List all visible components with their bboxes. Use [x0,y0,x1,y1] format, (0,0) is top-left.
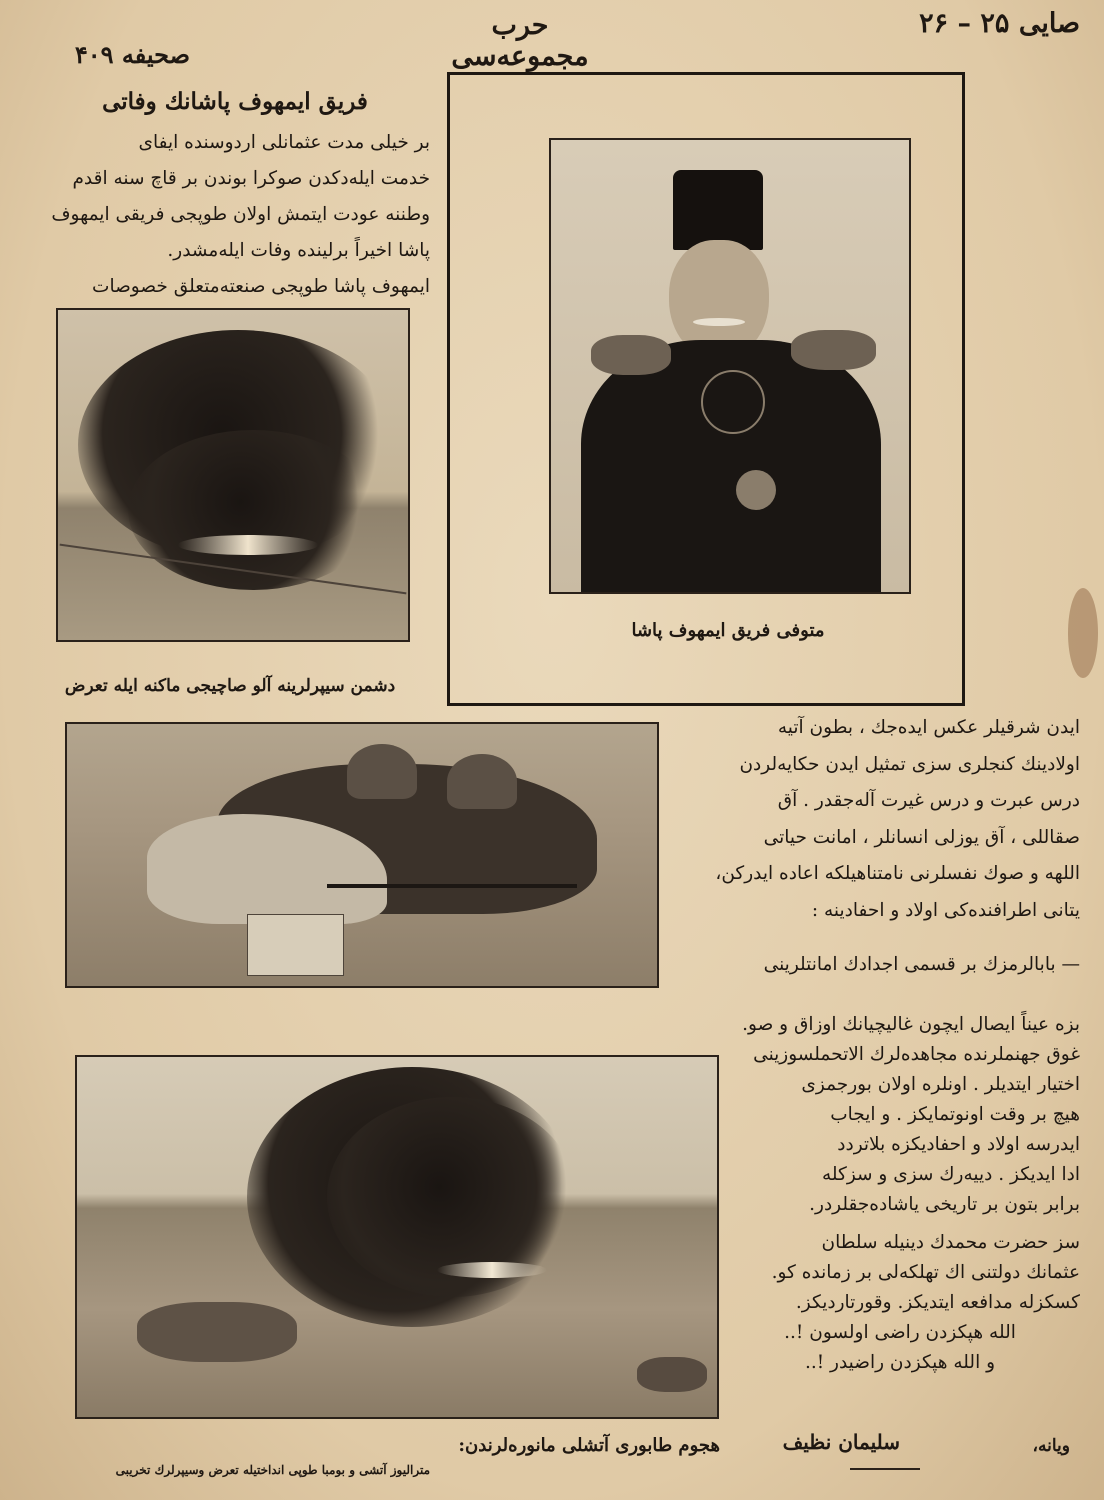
continuation-line: صقاللی ، آق یوزلی انسانلر ، امانت حیاتی [763,826,1080,848]
continuation-line: عثمانك دولتنی اك تهلكه‌لی بر زمانده كو. [771,1262,1080,1283]
continuation-body-bottom [720,1010,1080,1378]
flamethrower-caption: دشمن سیپرلرینه آلو صاچیجی ماکنه ایله تعرض [64,676,396,696]
article-body [40,125,430,305]
page-number: صحیفه ۴۰۹ [74,40,190,69]
portrait-photo [549,138,911,594]
continuation-line: اللهه و صوك نفسلرنی نامتناهیلكه اعاده ایدركن، [715,863,1080,884]
bottom-caption-main: هجوم طابوری آتشلی مانوره‌لرندن: [458,1435,720,1456]
continuation-line: اولادینك كنجلری سزی تمثیل ایدن حكایه‌لردن [739,753,1080,775]
continuation-body-top [660,710,1080,984]
continuation-line: غوق جهنملرنده مجاهده‌لرك الاتحملسوزینی [753,1044,1080,1065]
continuation-line: و الله هپكزدن راضیدر !.. [804,1352,996,1373]
signature-name: سلیمان نظیف [782,1430,900,1454]
continuation-line: درس عبرت و درس غیرت آله‌جقدر . آق [777,790,1080,811]
machine-gun-photo [65,722,659,988]
issue-number: صایی ۲۵ – ۲۶ [919,8,1080,39]
continuation-line: برابر بتون بر تاریخی یاشاده‌جقلردر. [809,1194,1080,1215]
continuation-line: الله هپكزدن راضی اولسون !.. [784,1322,1016,1343]
continuation-line: سز حضرت محمدك دینیله سلطان [821,1232,1080,1253]
continuation-line: بزه عیناً ایصال ایچون غالیچیانك اوزاق و صو. [742,1014,1080,1035]
continuation-line: یتانی اطرافنده‌كی اولاد و احفادینه : [811,899,1080,921]
fez-shape [673,170,763,250]
article-line: پاشا اخیراً برلینده وفات ایله‌مشدر. [167,240,430,261]
bottom-caption-sub: مترالیوز آتشی و بومبا طوپی انداختیله تعرض وسیپرلرك تخریبی [115,1463,430,1477]
continuation-line: ادا ایدیكز . دییه‌رك سزی و سزكله [821,1164,1080,1185]
continuation-line: ایدرسه اولاد و احفادیكزه بلاتردد [837,1134,1080,1155]
article-title: فریق ایمهوف پاشانك وفاتی [102,88,368,115]
signature-flourish [850,1468,920,1470]
smoke-field-photo [75,1055,719,1419]
continuation-line: اختیار ایتدیلر . اونلره اولان بورجمزی [801,1074,1080,1095]
paper-stain [1068,588,1098,678]
article-line: ایمهوف پاشا طوپجی صنعته‌متعلق خصوصات [92,276,430,297]
article-line: خدمت ایله‌دكدن صوكرا بوندن بر قاچ سنه اقدم [72,168,430,189]
magazine-title: حرب مجموعه‌سی [451,10,589,72]
flamethrower-photo [56,308,410,642]
article-line: بر خیلی مدت عثمانلی اردوسنده ایفای [138,132,430,153]
signature-city: ویانه، [1032,1436,1070,1456]
portrait-caption: متوفی فریق ایمهوف پاشا [631,620,825,641]
continuation-line: هیچ بر وقت اونوتمایكز . و ایجاب [830,1104,1080,1125]
continuation-line: كسكزله مدافعه ایتدیكز. وقورتاردیكز. [795,1292,1080,1313]
continuation-line: ایدن شرقیلر عكس ایده‌جك ، بطون آتیه [777,717,1080,738]
article-line: وطننه عودت ایتمش اولان طوپجی فریقی ایمهوف [51,204,430,225]
continuation-line: — بابالرمزك بر قسمی اجدادك امانتلرینی [763,954,1080,975]
